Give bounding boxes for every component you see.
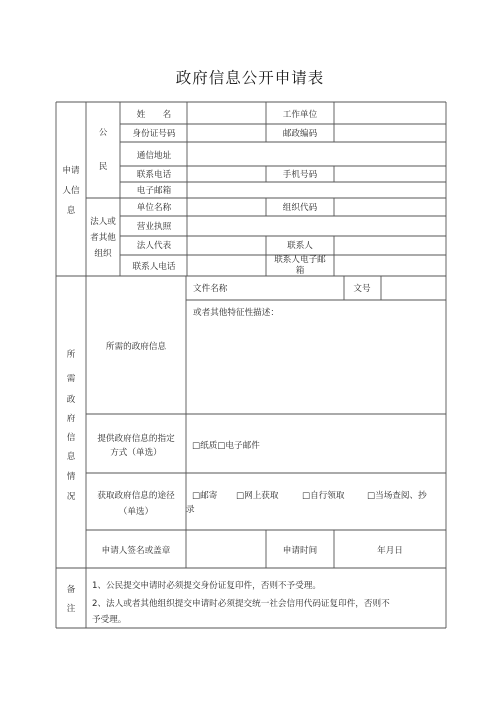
contact-phone-label: 联系人电话 (132, 262, 176, 272)
contact-email-label-2: 箱 (295, 266, 305, 276)
notes-line-3: 予受理。 (92, 615, 127, 625)
request-section-char-6: 息 (66, 452, 76, 462)
contact-email-label-1: 联系人电子邮 (274, 255, 326, 265)
other-description-label: 或者其他特征性描述： (193, 308, 279, 318)
work-unit-label: 工作单位 (282, 110, 318, 120)
id-number-label: 身份证号码 (132, 129, 176, 139)
obtain-option-onsite-wrap: 录 (186, 505, 195, 515)
obtain-option-mail[interactable]: □邮寄 (192, 491, 218, 501)
notes-label-2: 注 (66, 604, 76, 614)
notes-label-1: 备 (66, 585, 76, 595)
legal-rep-label: 法人代表 (136, 241, 172, 251)
request-section-char-2: 需 (66, 374, 76, 384)
date-label: 年月日 (377, 546, 403, 556)
doc-name-label: 文件名称 (193, 284, 228, 294)
org-label-2: 者其他 (90, 233, 116, 243)
license-label: 营业执照 (136, 222, 172, 232)
mobile-label: 手机号码 (282, 170, 318, 180)
citizen-label-2: 民 (98, 162, 108, 172)
request-section-char-1: 所 (66, 350, 76, 360)
apply-time-label: 申请时间 (282, 546, 318, 556)
form-title: 政府信息公开申请表 (175, 69, 325, 87)
org-label-3: 组织 (94, 249, 112, 259)
provide-method-options[interactable]: □纸质□电子邮件 (192, 441, 260, 451)
provide-method-label-2: 方式（单选） (110, 448, 162, 458)
applicant-section-label-2: 人信 (62, 186, 80, 196)
name-label: 姓 名 (136, 110, 172, 120)
phone-label: 联系电话 (136, 170, 172, 180)
applicant-section-label-3: 息 (66, 206, 76, 216)
notes-line-2: 2、法人或者其他组织提交申请时必须提交统一社会信用代码证复印件，否则不 (92, 599, 390, 609)
request-section-char-4: 府 (66, 414, 76, 424)
doc-number-label: 文号 (353, 284, 371, 294)
obtain-method-label-2: （单选） (118, 507, 154, 517)
applicant-section-label-1: 申请 (62, 166, 80, 176)
obtain-option-online[interactable]: □网上获取 (236, 491, 279, 501)
signature-label: 申请人签名或盖章 (101, 546, 171, 556)
obtain-option-self-pickup[interactable]: □自行领取 (302, 491, 345, 501)
request-section-char-8: 况 (66, 492, 76, 502)
org-name-label: 单位名称 (136, 203, 172, 213)
obtain-option-onsite[interactable]: □当场查阅、抄 (367, 491, 427, 501)
org-label-1: 法人或 (90, 217, 116, 227)
request-section-char-5: 信 (66, 433, 76, 443)
org-code-label: 组织代码 (282, 203, 318, 213)
postal-code-label: 邮政编码 (282, 129, 318, 139)
request-section-char-3: 政 (66, 395, 76, 405)
email-label: 电子邮箱 (136, 186, 172, 196)
provide-method-label-1: 提供政府信息的指定 (97, 434, 175, 444)
citizen-label-1: 公 (98, 128, 108, 138)
obtain-method-label-1: 获取政府信息的途径 (97, 491, 175, 501)
address-label: 通信地址 (136, 151, 172, 161)
contact-label: 联系人 (287, 241, 313, 251)
info-label: 所需的政府信息 (105, 342, 167, 352)
notes-line-1: 1、公民提交申请时必须提交身份证复印件，否则不予受理。 (92, 581, 321, 591)
request-section-char-7: 情 (66, 472, 76, 482)
